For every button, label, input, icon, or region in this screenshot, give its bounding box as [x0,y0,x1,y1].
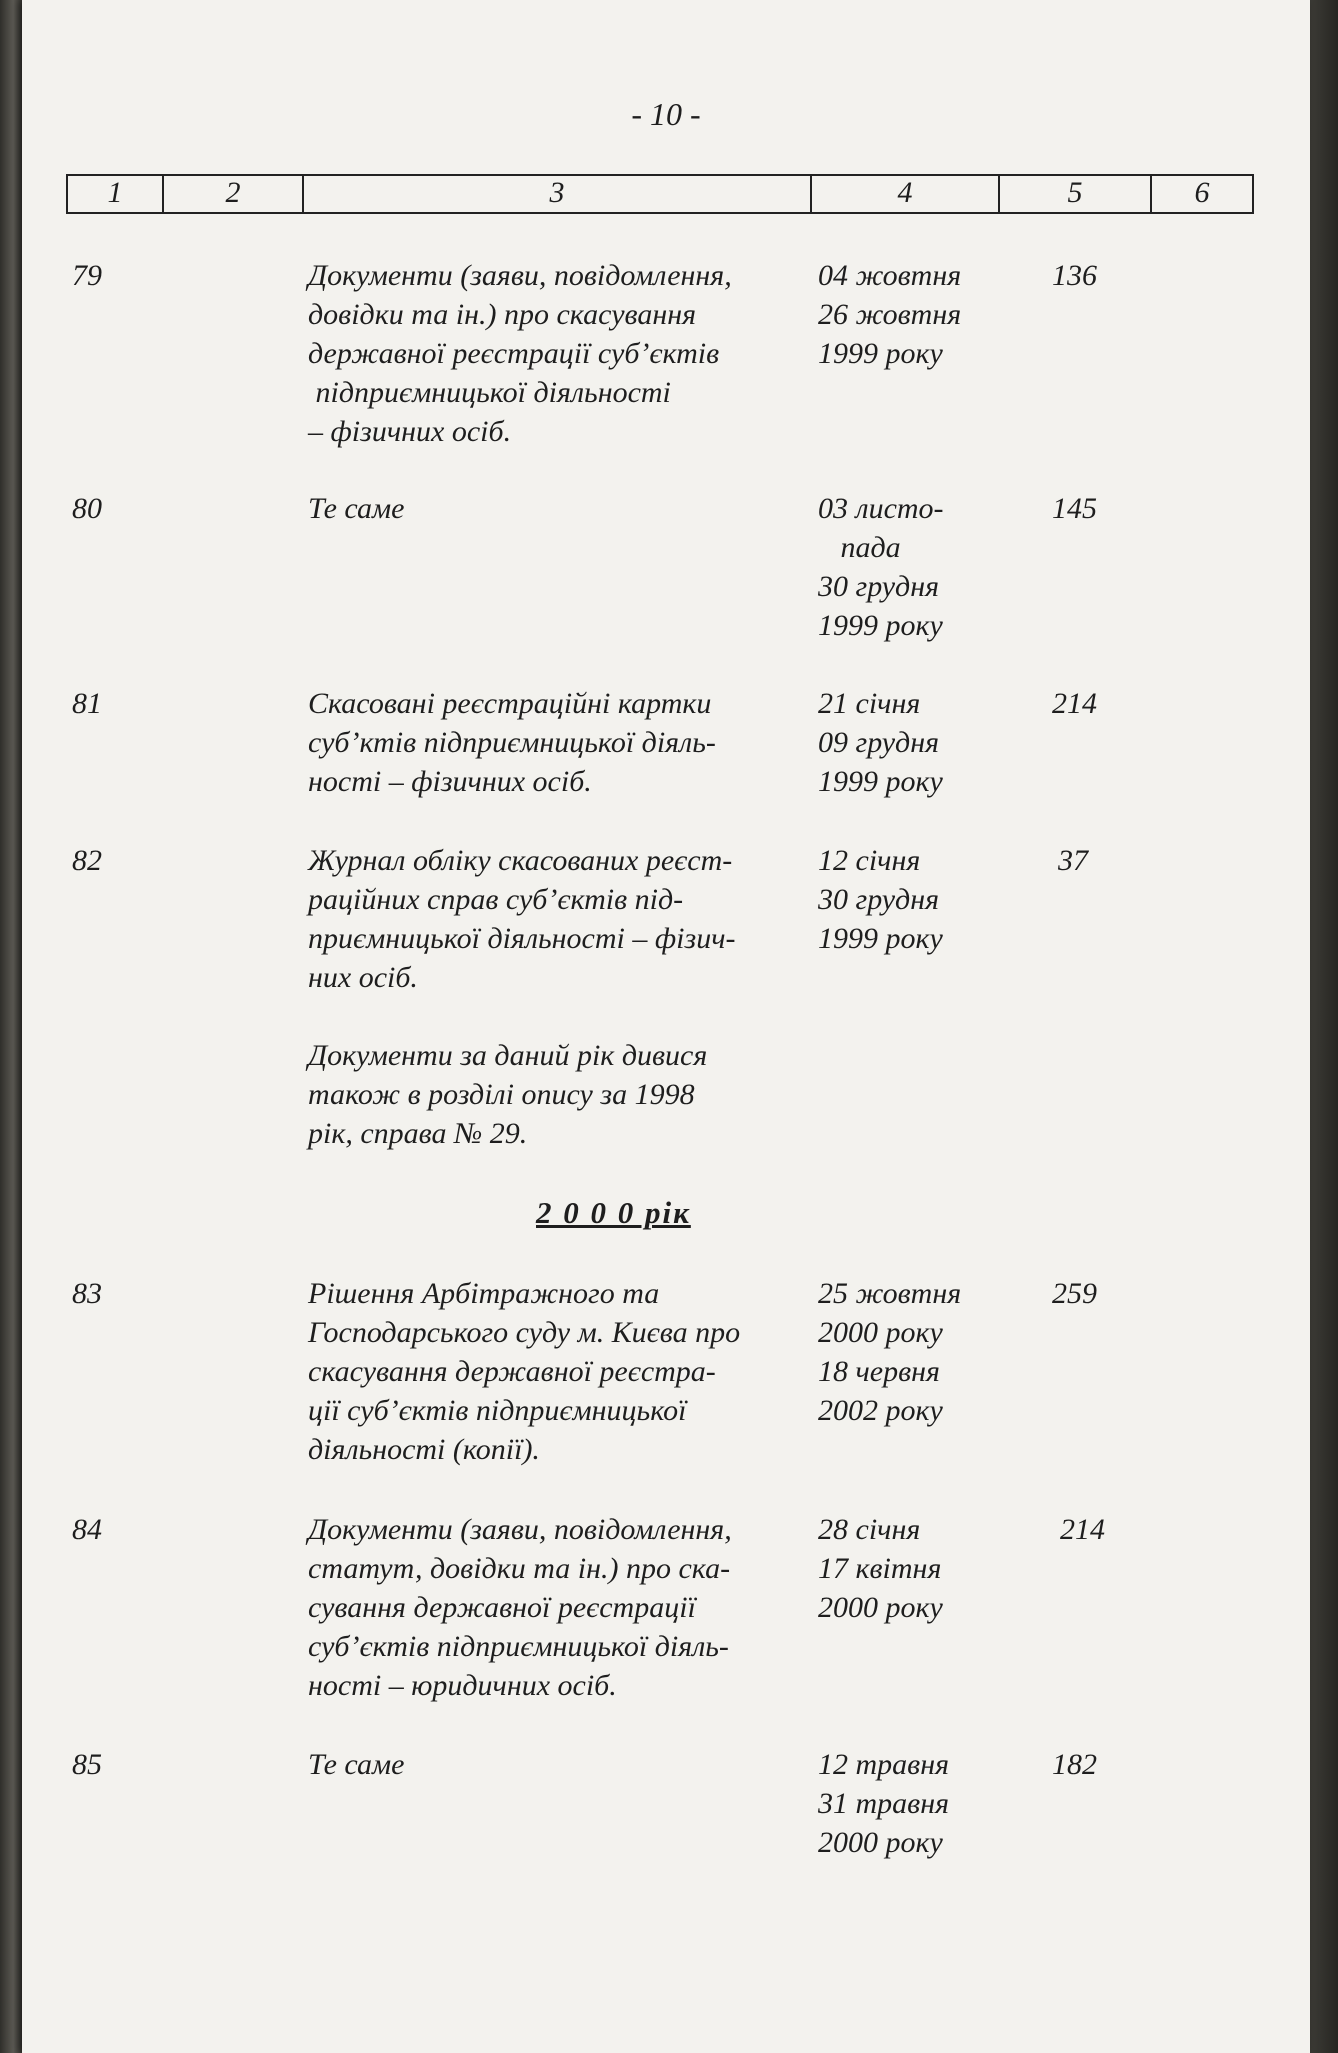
entry-84-title-line-3: сування державної реєстрації [308,1591,696,1624]
entry-79-date-line-1: 04 жовтня [818,259,962,292]
entry-80-sheets: 145 [1052,492,1097,525]
entry-84-sheets: 214 [1060,1513,1105,1546]
entry-79-title-line-2: довідки та ін.) про скасування [308,298,697,331]
entry-84-title-line-4: суб’єктів підприємницької діяль- [308,1630,729,1663]
entry-82-title-line-2: раційних справ суб’єктів під- [308,883,684,916]
entry-79-title-line-5: – фізичних осіб. [308,415,512,448]
page-edge-left [0,0,22,2053]
entry-83-number: 83 [72,1277,102,1310]
entry-83-date-line-1: 25 жовтня [818,1277,962,1310]
note-line-2: також в розділі опису за 1998 [308,1078,695,1111]
entry-79-title-line-3: державної реєстрації суб’єктів [308,337,720,370]
entry-83-date-line-2: 2000 року [818,1316,943,1349]
document-page [22,0,1310,2053]
entry-85-date-line-3: 2000 року [818,1826,943,1859]
entry-83-title-line-5: діяльності (копії). [308,1433,540,1466]
column-header-6: 6 [1194,176,1210,209]
entry-79-number: 79 [72,259,102,292]
entry-82-date-line-1: 12 січня [818,844,921,877]
entry-84-date-line-2: 17 квітня [818,1552,942,1585]
entry-79-date-line-3: 1999 року [818,337,943,370]
year-heading: 2 0 0 0 рік [536,1195,691,1230]
entry-80-number: 80 [72,492,102,525]
entry-82-date-line-2: 30 грудня [818,883,940,916]
entry-82-title-line-1: Журнал обліку скасованих реєст- [308,844,733,877]
entry-80-date-line-2: пада [818,531,901,564]
entry-82-title-line-3: приємницької діяльності – фізич- [308,922,736,955]
column-header-5: 5 [1000,176,1152,212]
entry-83-title-line-3: скасування державної реєстра- [308,1355,716,1388]
note-line-3: рік, справа № 29. [308,1117,528,1150]
page-edge-right [1310,0,1338,2053]
entry-81-title-line-1: Скасовані реєстраційні картки [308,687,712,720]
page-number: - 10 - [631,96,701,132]
entry-83-sheets: 259 [1052,1277,1097,1310]
entry-84-date-line-3: 2000 року [818,1591,943,1624]
entry-80-title-line-1: Те саме [308,492,405,525]
entry-81-title-line-2: суб’ктів підприємницької діяль- [308,726,716,759]
entry-84-date-line-1: 28 січня [818,1513,921,1546]
entry-85-date-line-1: 12 травня [818,1748,950,1781]
entry-81-number: 81 [72,687,102,720]
column-header-1: 1 [68,176,164,212]
entry-81-date-line-1: 21 січня [818,687,921,720]
note-line-1: Документи за даний рік дивися [308,1039,708,1072]
entry-81-date-line-2: 09 грудня [818,726,940,759]
entry-83-title-line-1: Рішення Арбітражного та [308,1277,660,1310]
entry-79-date-line-2: 26 жовтня [818,298,962,331]
entry-84-title-line-1: Документи (заяви, повідомлення, [308,1513,732,1546]
column-header-3: 3 [304,176,812,212]
entry-82-number: 82 [72,844,102,877]
entry-82-sheets: 37 [1058,844,1088,877]
entry-83-date-line-4: 2002 року [818,1394,943,1427]
column-header-row [66,174,1254,214]
entry-85-number: 85 [72,1748,102,1781]
entry-83-title-line-2: Господарського суду м. Києва про [308,1316,741,1349]
column-header-2: 2 [164,176,304,212]
entry-85-date-line-2: 31 травня [818,1787,950,1820]
entry-81-date-line-3: 1999 року [818,765,943,798]
entry-82-date-line-3: 1999 року [818,922,943,955]
entry-81-title-line-3: ності – фізичних осіб. [308,765,592,798]
entry-85-sheets: 182 [1052,1748,1097,1781]
entry-84-number: 84 [72,1513,102,1546]
entry-83-title-line-4: ції суб’єктів підприємницької [308,1394,687,1427]
entry-83-date-line-3: 18 червня [818,1355,940,1388]
entry-82-title-line-4: них осіб. [308,961,418,994]
entry-84-title-line-2: статут, довідки та ін.) про ска- [308,1552,731,1585]
entry-80-date-line-4: 1999 року [818,609,943,642]
column-header-4: 4 [812,176,1000,212]
entry-79-title-line-1: Документи (заяви, повідомлення, [308,259,732,292]
entry-80-date-line-1: 03 листо- [818,492,944,525]
entry-79-title-line-4: підприємницької діяльності [308,376,671,409]
entry-79-sheets: 136 [1052,259,1097,292]
entry-80-date-line-3: 30 грудня [818,570,940,603]
entry-85-title-line-1: Те саме [308,1748,405,1781]
entry-81-sheets: 214 [1052,687,1097,720]
entry-84-title-line-5: ності – юридичних осіб. [308,1669,617,1702]
